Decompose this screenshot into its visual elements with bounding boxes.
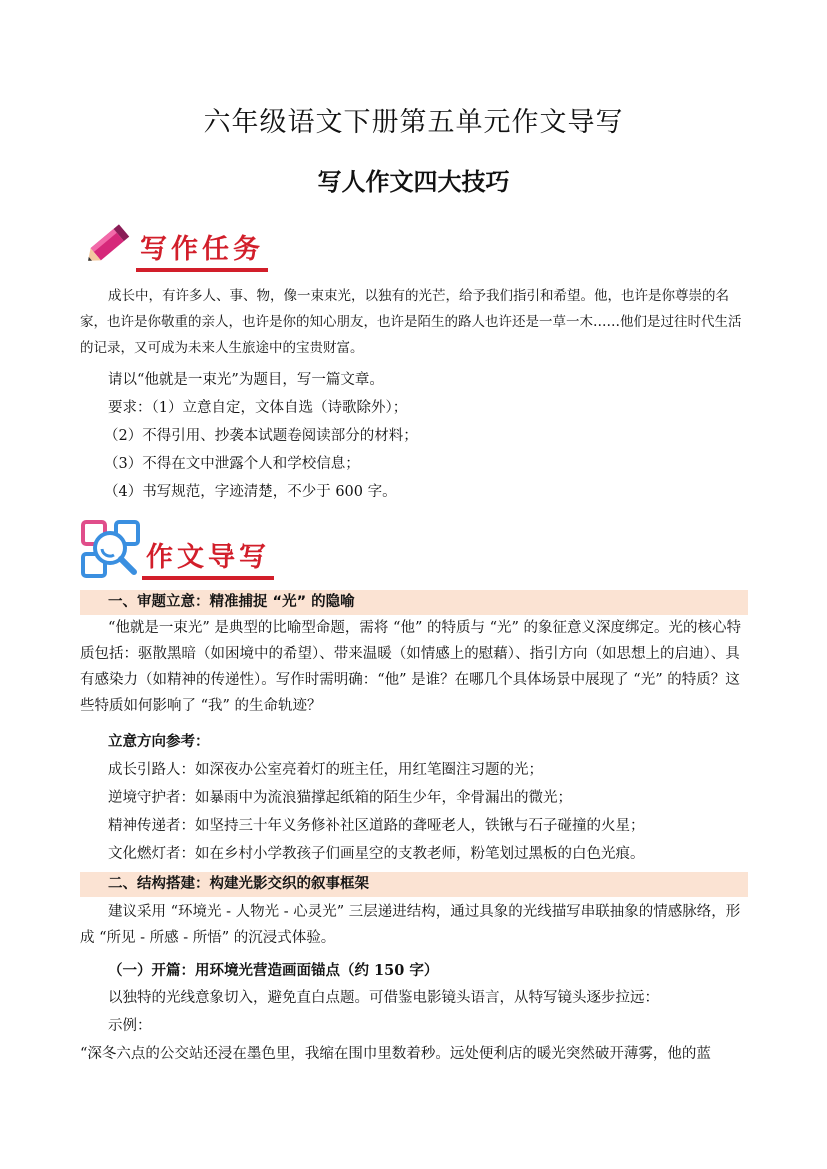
task-requirement-2: （2）不得引用、抄袭本试题卷阅读部分的材料；: [104, 428, 418, 444]
task-requirement-3: （3）不得在文中泄露个人和学校信息；: [104, 456, 360, 472]
task-requirement-4: （4）书写规范，字迹清楚，不少于 600 字。: [104, 484, 397, 500]
page-title: 六年级语文下册第五单元作文导写: [203, 107, 624, 138]
task-intro: 成长中，有许多人、事、物，像一束束光，以独有的光芒，给予我们指引和希望。他，也许是你尊崇的名家，也许是你敬重的亲人，也许是你的知心朋友，也许是陌生的路人也许还是一草一木……他们是过往时代生活的记录，又可成为未来人生旅途中的宝贵财富。: [80, 288, 742, 356]
task-prompt: 请以“他就是一束光”为题目，写一篇文章。: [108, 372, 384, 388]
writing-task-heading: 写作任务: [136, 235, 268, 272]
writing-guide-banner: [80, 518, 274, 580]
section-heading-1: 一、审题立意：精准捕捉 “光” 的隐喻: [80, 590, 748, 615]
ref-item: 精神传递者：如坚持三十年义务修补社区道路的聋哑老人，铁锹与石子碰撞的火星；: [108, 818, 645, 834]
writing-guide-heading: 作文导写: [142, 543, 274, 580]
ref-item: 成长引路人：如深夜办公室亮着灯的班主任，用红笔圈注习题的光；: [108, 762, 543, 778]
example-text: “深冬六点的公交站还浸在墨色里，我缩在围巾里数着秒。远处便利店的暖光突然破开薄雾，他的蓝: [80, 1046, 711, 1062]
ref-item: 文化燃灯者：如在乡村小学教孩子们画星空的支教老师，粉笔划过黑板的白色光痕。: [108, 846, 645, 862]
ref-item: 逆境守护者：如暴雨中为流浪猫撑起纸箱的陌生少年，伞骨漏出的微光；: [108, 790, 572, 806]
task-requirement-1: 要求：（1）立意自定，文体自选（诗歌除外）；: [108, 400, 408, 416]
magnifier-icon: [80, 518, 142, 580]
writing-task-banner: [80, 216, 268, 272]
ref-heading: 立意方向参考：: [108, 733, 210, 750]
page-subtitle: 写人作文四大技巧: [317, 168, 510, 196]
paragraph-1: “他就是一束光” 是典型的比喻型命题，需将 “他” 的特质与 “光” 的象征意义深度绑定。光的核心特质包括：驱散黑暗（如困境中的希望）、带来温暖（如情感上的慰藉）、指引方向（如思想上的启迪）、具有感染力（如精神的传递性）。写作时需明确：“他” 是谁？在哪几个具体场景中展现了 “光” 的特质？这些特质如何影响了 “我” 的生命轨迹？: [80, 620, 742, 714]
paragraph-3: 以独特的光线意象切入，避免直白点题。可借鉴电影镜头语言，从特写镜头逐步拉远：: [108, 990, 659, 1006]
example-label: 示例：: [108, 1018, 152, 1034]
section-heading-2: 二、结构搭建：构建光影交织的叙事框架: [80, 872, 748, 897]
pencil-icon: [80, 216, 136, 272]
subsection-heading-1: （一）开篇：用环境光营造画面锚点（约 150 字）: [108, 962, 439, 979]
paragraph-2: 建议采用 “环境光 - 人物光 - 心灵光” 三层递进结构，通过具象的光线描写串联抽象的情感脉络，形成 “所见 - 所感 - 所悟” 的沉浸式体验。: [80, 904, 741, 946]
